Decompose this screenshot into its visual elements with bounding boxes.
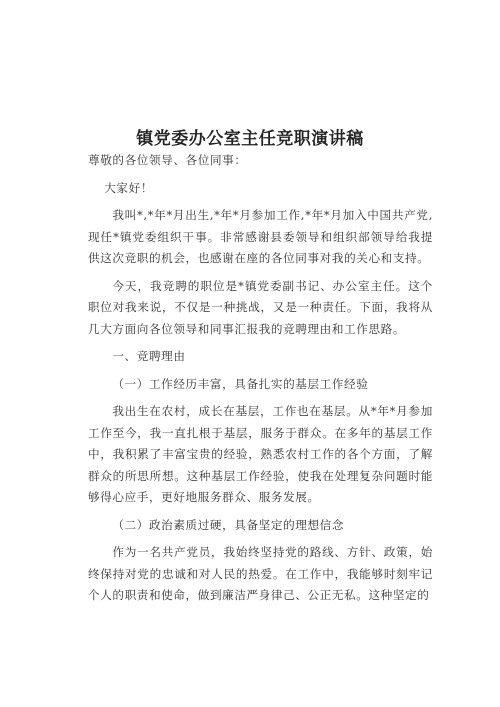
paragraph-intro-2: 今天，我竞聘的职位是*镇党委副书记、办公室主任。这个职位对我来说，不仅是一种挑战，又是一种责任。下面，我将从几大方面向各位领导和同事汇报我的竞聘理由和工作思路。 (88, 278, 433, 336)
document-body (88, 150, 433, 613)
greeting: 大家好！ (104, 180, 154, 195)
paragraph-subsection-2: 作为一名共产党员，我始终坚持党的路线、方针、政策，始终保持对党的忠诚和对人民的热爱。在工作中，我能够时刻牢记个人的职责和使命，做到廉洁严身律己、公正无私。这种坚定的 (88, 545, 433, 602)
document-title: 镇党委办公室主任竞职演讲稿 (136, 129, 364, 149)
subsection-heading-2: （二）政治素质过硬，具备坚定的理想信念 (112, 517, 345, 532)
paragraph-intro-1: 我叫*,*年*月出生,*年*月参加工作,*年*月加入中国共产党,现任*镇党委组织干事。非常感谢县委领导和组织部领导给我提供这次竞职的机会，也感谢在座的各位同事对我的关心和支持。 (88, 208, 433, 265)
paragraph-subsection-1: 我出生在农村，成长在基层，工作也在基层。从*年*月参加工作至今，我一直扎根于基层，服务于群众。在多年的基层工作中，我积累了丰富宝贵的经验，熟悉农村工作的各个方面，了解群众的所思所想。这种基层工作经验，使我在处理复杂问题时能够得心应手，更好地服务群众、服务发展。 (88, 404, 433, 504)
section-heading-1: 一、竞聘理由 (112, 349, 186, 363)
subsection-heading-1: （一）工作经历丰富，具备扎实的基层工作经验 (112, 376, 369, 391)
salutation: 尊敬的各位领导、各位同事： (88, 153, 247, 167)
